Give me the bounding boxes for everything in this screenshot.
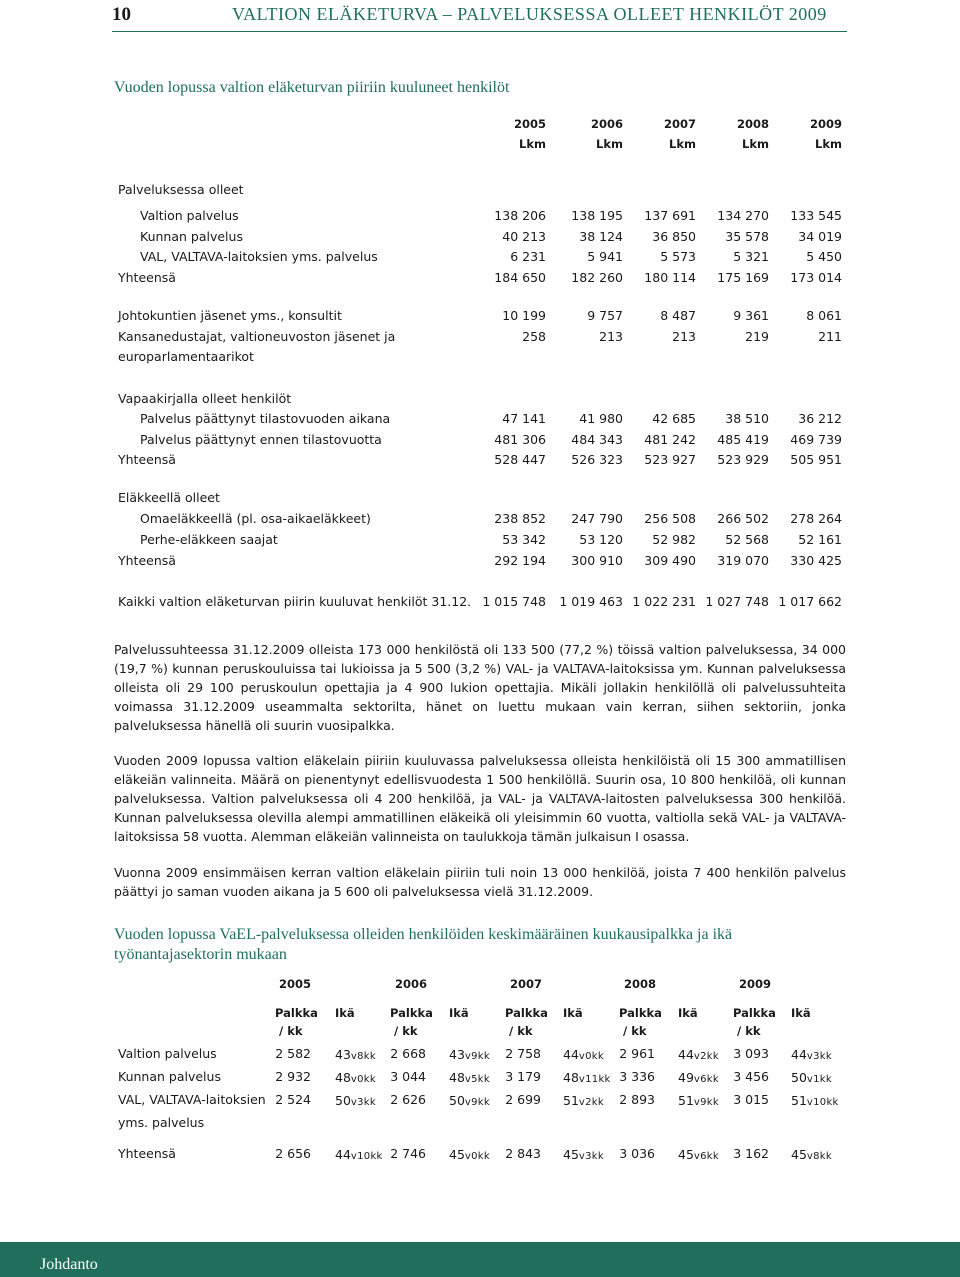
age-years: 49 bbox=[678, 1070, 694, 1085]
cell-value: 134 270 bbox=[717, 208, 769, 223]
salary-value: 3 162 bbox=[733, 1146, 769, 1161]
column-year-2007: 2007 bbox=[663, 117, 696, 131]
age-months-unit: kk bbox=[706, 1097, 719, 1108]
age-months: 2 bbox=[585, 1097, 592, 1108]
cell-value: 213 bbox=[599, 329, 623, 344]
age-years-unit: v bbox=[806, 1151, 814, 1162]
column-age: Ikä bbox=[449, 1006, 469, 1020]
age-years: 48 bbox=[563, 1070, 579, 1085]
cell-value: 38 510 bbox=[725, 411, 769, 426]
column-pay-unit: / kk bbox=[394, 1024, 418, 1038]
cell-value: 36 212 bbox=[798, 411, 842, 426]
age-years: 48 bbox=[449, 1070, 465, 1085]
salary-value: 2 524 bbox=[275, 1092, 311, 1107]
salary-row-label-cont: yms. palvelus bbox=[118, 1115, 205, 1130]
section-heading-salary-line2: työnantajasektorin mukaan bbox=[114, 946, 287, 963]
salary-value: 2 746 bbox=[390, 1146, 426, 1161]
cell-value: 36 850 bbox=[652, 229, 696, 244]
cell-value: 53 342 bbox=[502, 532, 546, 547]
salary-value: 3 456 bbox=[733, 1069, 769, 1084]
row-label: Yhteensä bbox=[118, 553, 176, 568]
age-months: 10 bbox=[357, 1151, 371, 1162]
column-pay-unit: / kk bbox=[279, 1024, 303, 1038]
salary-value: 2 961 bbox=[619, 1046, 655, 1061]
age-years: 45 bbox=[678, 1147, 694, 1162]
cell-value: 526 323 bbox=[571, 452, 623, 467]
cell-value: 173 014 bbox=[790, 270, 842, 285]
row-label: Johtokuntien jäsenet yms., konsultit bbox=[118, 308, 342, 323]
age-years: 50 bbox=[449, 1093, 465, 1108]
age-value bbox=[791, 1070, 832, 1085]
age-value bbox=[791, 1093, 839, 1108]
age-years-unit: v bbox=[693, 1097, 701, 1108]
age-years-unit: v bbox=[806, 1051, 814, 1062]
column-age: Ikä bbox=[791, 1006, 811, 1020]
group-title: Palveluksessa olleet bbox=[118, 182, 244, 197]
age-months: 9 bbox=[471, 1097, 478, 1108]
page-number: 10 bbox=[112, 4, 131, 25]
salary-value: 3 036 bbox=[619, 1146, 655, 1161]
column-pay: Palkka bbox=[505, 1006, 548, 1020]
cell-value: 52 982 bbox=[652, 532, 696, 547]
salary-row-label: Kunnan palvelus bbox=[118, 1069, 221, 1084]
total-row-label: Kaikki valtion eläketurvan piirin kuuluvat henkilöt 31.12. bbox=[118, 594, 472, 609]
salary-value: 3 093 bbox=[733, 1046, 769, 1061]
salary-value: 3 044 bbox=[390, 1069, 426, 1084]
row-label: Yhteensä bbox=[118, 452, 176, 467]
total-value: 1 027 748 bbox=[705, 594, 769, 609]
column-pay-unit: / kk bbox=[623, 1024, 647, 1038]
cell-value: 6 231 bbox=[510, 249, 546, 264]
age-months: 0 bbox=[585, 1051, 592, 1062]
age-years: 51 bbox=[791, 1093, 807, 1108]
footer-bar bbox=[0, 1242, 960, 1277]
salary-value: 2 699 bbox=[505, 1092, 541, 1107]
cell-value: 182 260 bbox=[571, 270, 623, 285]
column-year-2009: 2009 bbox=[809, 117, 842, 131]
footer-section-label: Johdanto bbox=[40, 1256, 98, 1273]
age-months-unit: kk bbox=[706, 1074, 719, 1085]
column-unit: Lkm bbox=[742, 137, 769, 151]
column-year-2006: 2006 bbox=[590, 117, 623, 131]
cell-value: 10 199 bbox=[502, 308, 546, 323]
age-months: 0 bbox=[471, 1151, 478, 1162]
salary-value: 3 336 bbox=[619, 1069, 655, 1084]
age-years-unit: v bbox=[464, 1151, 472, 1162]
age-months-unit: kk bbox=[591, 1151, 604, 1162]
salary-value: 2 626 bbox=[390, 1092, 426, 1107]
age-months: 11 bbox=[585, 1074, 599, 1085]
cell-value: 309 490 bbox=[644, 553, 696, 568]
salary-value: 3 015 bbox=[733, 1092, 769, 1107]
cell-value: 300 910 bbox=[571, 553, 623, 568]
total-value: 1 022 231 bbox=[632, 594, 696, 609]
cell-value: 213 bbox=[672, 329, 696, 344]
age-months: 0 bbox=[357, 1074, 364, 1085]
cell-value: 38 124 bbox=[579, 229, 623, 244]
cell-value: 53 120 bbox=[579, 532, 623, 547]
column-pay-unit: / kk bbox=[737, 1024, 761, 1038]
group-title: Eläkkeellä olleet bbox=[118, 490, 220, 505]
age-months: 5 bbox=[471, 1074, 478, 1085]
row-label: VAL, VALTAVA-laitoksien yms. palvelus bbox=[140, 249, 378, 264]
column-year-2005: 2005 bbox=[513, 117, 546, 131]
column-unit: Lkm bbox=[596, 137, 623, 151]
age-months: 3 bbox=[585, 1151, 592, 1162]
total-value: 1 017 662 bbox=[778, 594, 842, 609]
column-unit: Lkm bbox=[519, 137, 546, 151]
row-label: Perhe-eläkkeen saajat bbox=[140, 532, 278, 547]
age-months-unit: kk bbox=[370, 1151, 383, 1162]
cell-value: 505 951 bbox=[790, 452, 842, 467]
age-months-unit: kk bbox=[706, 1151, 719, 1162]
age-years: 44 bbox=[563, 1047, 579, 1062]
age-years-unit: v bbox=[464, 1097, 472, 1108]
column-age: Ikä bbox=[678, 1006, 698, 1020]
cell-value: 137 691 bbox=[644, 208, 696, 223]
age-years-unit: v bbox=[350, 1097, 358, 1108]
age-years-unit: v bbox=[806, 1074, 814, 1085]
salary-value: 2 758 bbox=[505, 1046, 541, 1061]
salary-value: 2 656 bbox=[275, 1146, 311, 1161]
salary-value: 2 582 bbox=[275, 1046, 311, 1061]
age-months-unit: kk bbox=[819, 1051, 832, 1062]
age-months-unit: kk bbox=[598, 1074, 611, 1085]
column-age: Ikä bbox=[335, 1006, 355, 1020]
age-months: 6 bbox=[700, 1151, 707, 1162]
cell-value: 184 650 bbox=[494, 270, 546, 285]
age-months: 9 bbox=[700, 1097, 707, 1108]
age-years-unit: v bbox=[578, 1051, 586, 1062]
age-years-unit: v bbox=[693, 1051, 701, 1062]
cell-value: 292 194 bbox=[494, 553, 546, 568]
section-heading-salary-line1: Vuoden lopussa VaEL-palveluksessa olleiden henkilöiden keskimääräinen kuukausipalkka ja ikä bbox=[114, 926, 733, 943]
age-months-unit: kk bbox=[363, 1051, 376, 1062]
salary-value: 2 932 bbox=[275, 1069, 311, 1084]
paragraph-3: Vuonna 2009 ensimmäisen kerran valtion eläkelain piiriin tuli noin 13 000 henkilöä, joista 7 400 henkilön palvelus päättyi jo saman vuoden aikana ja 5 600 oli palveluksessa vielä 31.12.2009. bbox=[114, 865, 846, 899]
age-months-unit: kk bbox=[819, 1074, 832, 1085]
age-months-unit: kk bbox=[363, 1074, 376, 1085]
age-years: 45 bbox=[563, 1147, 579, 1162]
cell-value: 5 941 bbox=[587, 249, 623, 264]
age-years-unit: v bbox=[693, 1151, 701, 1162]
row-label: Palvelus päättynyt tilastovuoden aikana bbox=[140, 411, 391, 426]
age-months: 8 bbox=[813, 1151, 820, 1162]
column-pay: Palkka bbox=[275, 1006, 318, 1020]
age-months-unit: kk bbox=[819, 1151, 832, 1162]
age-months-unit: kk bbox=[477, 1097, 490, 1108]
age-years: 48 bbox=[335, 1070, 351, 1085]
cell-value: 42 685 bbox=[652, 411, 696, 426]
age-years: 50 bbox=[791, 1070, 807, 1085]
cell-value: 175 169 bbox=[717, 270, 769, 285]
running-header-title: VALTION ELÄKETURVA – PALVELUKSESSA OLLEET HENKILÖT 2009 bbox=[232, 4, 827, 24]
column-year-2008: 2008 bbox=[624, 977, 657, 991]
age-months-unit: kk bbox=[363, 1097, 376, 1108]
cell-value: 41 980 bbox=[579, 411, 623, 426]
column-age: Ikä bbox=[563, 1006, 583, 1020]
cell-value: 5 573 bbox=[660, 249, 696, 264]
column-year-2008: 2008 bbox=[736, 117, 769, 131]
age-months: 3 bbox=[357, 1097, 364, 1108]
column-pay: Palkka bbox=[619, 1006, 662, 1020]
age-years: 44 bbox=[335, 1147, 351, 1162]
cell-value: 211 bbox=[818, 329, 842, 344]
cell-value: 138 206 bbox=[494, 208, 546, 223]
row-label: Valtion palvelus bbox=[140, 208, 239, 223]
age-months-unit: kk bbox=[477, 1051, 490, 1062]
cell-value: 5 450 bbox=[806, 249, 842, 264]
cell-value: 238 852 bbox=[494, 511, 546, 526]
age-months-unit: kk bbox=[591, 1051, 604, 1062]
cell-value: 52 568 bbox=[725, 532, 769, 547]
header-divider bbox=[112, 31, 847, 32]
cell-value: 485 419 bbox=[717, 432, 769, 447]
row-label: Yhteensä bbox=[118, 270, 176, 285]
age-years: 43 bbox=[449, 1047, 465, 1062]
cell-value: 133 545 bbox=[790, 208, 842, 223]
cell-value: 180 114 bbox=[644, 270, 696, 285]
age-months-unit: kk bbox=[477, 1151, 490, 1162]
cell-value: 523 927 bbox=[644, 452, 696, 467]
age-years: 43 bbox=[335, 1047, 351, 1062]
age-years-unit: v bbox=[350, 1151, 358, 1162]
age-years-unit: v bbox=[464, 1074, 472, 1085]
total-value: 1 015 748 bbox=[482, 594, 546, 609]
cell-value: 258 bbox=[522, 329, 546, 344]
age-months: 9 bbox=[471, 1051, 478, 1062]
cell-value: 52 161 bbox=[798, 532, 842, 547]
salary-value: 3 179 bbox=[505, 1069, 541, 1084]
salary-value: 2 893 bbox=[619, 1092, 655, 1107]
cell-value: 47 141 bbox=[502, 411, 546, 426]
cell-value: 330 425 bbox=[790, 553, 842, 568]
row-label: Palvelus päättynyt ennen tilastovuotta bbox=[140, 432, 382, 447]
age-years-unit: v bbox=[350, 1074, 358, 1085]
cell-value: 8 487 bbox=[660, 308, 696, 323]
age-months-unit: kk bbox=[826, 1097, 839, 1108]
cell-value: 5 321 bbox=[733, 249, 769, 264]
cell-value: 484 343 bbox=[571, 432, 623, 447]
cell-value: 247 790 bbox=[571, 511, 623, 526]
column-year-2009: 2009 bbox=[739, 977, 772, 991]
cell-value: 35 578 bbox=[725, 229, 769, 244]
age-years: 44 bbox=[791, 1047, 807, 1062]
group-title: Vapaakirjalla olleet henkilöt bbox=[118, 391, 292, 406]
column-unit: Lkm bbox=[815, 137, 842, 151]
column-pay-unit: / kk bbox=[509, 1024, 533, 1038]
salary-value: 2 843 bbox=[505, 1146, 541, 1161]
cell-value: 40 213 bbox=[502, 229, 546, 244]
column-year-2007: 2007 bbox=[510, 977, 543, 991]
age-months-unit: kk bbox=[591, 1097, 604, 1108]
age-months: 1 bbox=[813, 1074, 820, 1085]
age-months-unit: kk bbox=[706, 1051, 719, 1062]
age-years-unit: v bbox=[464, 1051, 472, 1062]
cell-value: 481 242 bbox=[644, 432, 696, 447]
cell-value: 256 508 bbox=[644, 511, 696, 526]
cell-value: 278 264 bbox=[790, 511, 842, 526]
age-years: 44 bbox=[678, 1047, 694, 1062]
salary-value: 2 668 bbox=[390, 1046, 426, 1061]
age-years: 51 bbox=[563, 1093, 579, 1108]
cell-value: 9 757 bbox=[587, 308, 623, 323]
column-year-2006: 2006 bbox=[395, 977, 428, 991]
row-label-cont: europarlamentaarikot bbox=[118, 349, 254, 364]
row-label: Omaeläkkeellä (pl. osa-aikaeläkkeet) bbox=[140, 511, 371, 526]
column-unit: Lkm bbox=[669, 137, 696, 151]
column-pay: Palkka bbox=[390, 1006, 433, 1020]
age-years-unit: v bbox=[578, 1151, 586, 1162]
total-value: 1 019 463 bbox=[559, 594, 623, 609]
cell-value: 8 061 bbox=[806, 308, 842, 323]
row-label: Kunnan palvelus bbox=[140, 229, 243, 244]
salary-row-label: Valtion palvelus bbox=[118, 1046, 217, 1061]
cell-value: 138 195 bbox=[571, 208, 623, 223]
age-months: 10 bbox=[813, 1097, 827, 1108]
row-label: Kansanedustajat, valtioneuvoston jäsenet ja bbox=[118, 329, 396, 344]
salary-row-label: Yhteensä bbox=[118, 1146, 176, 1161]
age-months-unit: kk bbox=[477, 1074, 490, 1085]
age-years: 45 bbox=[449, 1147, 465, 1162]
age-years-unit: v bbox=[578, 1097, 586, 1108]
age-years: 51 bbox=[678, 1093, 694, 1108]
age-value bbox=[791, 1147, 832, 1162]
age-months: 2 bbox=[700, 1051, 707, 1062]
cell-value: 528 447 bbox=[494, 452, 546, 467]
column-pay: Palkka bbox=[733, 1006, 776, 1020]
age-value bbox=[791, 1047, 832, 1062]
cell-value: 523 929 bbox=[717, 452, 769, 467]
age-years: 50 bbox=[335, 1093, 351, 1108]
age-years-unit: v bbox=[806, 1097, 814, 1108]
age-years-unit: v bbox=[350, 1051, 358, 1062]
cell-value: 219 bbox=[745, 329, 769, 344]
age-years: 45 bbox=[791, 1147, 807, 1162]
paragraph-1: Palvelussuhteessa 31.12.2009 olleista 173 000 henkilöstä oli 133 500 (77,2 %) töissä valtion palveluksessa, 34 000 (19,7 %) kunnan peruskouluissa tai lukioissa ja 5 500 (3,2 %) VAL- ja VALTAVA-laitoksissa ym. Kunnan palveluksessa olleista oli 29 100 peruskoulun opettajia ja 4 900 lukion opettajia. Mikäli jollakin henkilöllä oli palvelussuhteita voimassa 31.12.2009 useammalta sektorilta, hänet on luettu mukaan vain kerran, siihen sektoriin, jonka palveluksessa hänellä oli suurin vuosipalkka. bbox=[114, 642, 846, 733]
age-years-unit: v bbox=[578, 1074, 586, 1085]
cell-value: 34 019 bbox=[798, 229, 842, 244]
cell-value: 266 502 bbox=[717, 511, 769, 526]
age-years-unit: v bbox=[693, 1074, 701, 1085]
cell-value: 481 306 bbox=[494, 432, 546, 447]
salary-row-label: VAL, VALTAVA-laitoksien bbox=[118, 1092, 266, 1107]
age-months: 8 bbox=[357, 1051, 364, 1062]
section-heading-salary bbox=[114, 925, 732, 965]
paragraph-2: Vuoden 2009 lopussa valtion eläkelain piiriin kuuluvassa palveluksessa olleista henkilöistä oli 15 300 ammatillisen eläkeiän valinneita. Määrä on pienentynyt edellisvuodesta 1 500 henkilöllä. Suurin osa, 10 800 henkilöä, oli kunnan palveluksessa. Valtion palveluksessa oli 4 200 henkilöä, ja VAL- ja VALTAVA-laitosten palveluksessa 300 henkilöä. Kunnan palveluksessa olevilla alempi ammatillinen eläkeikä oli yleisimmin 60 vuotta, valtiolla sekä VAL- ja VALTAVA-laitoksissa 58 vuotta. Alemman eläkeiän valinneista on taulukkoja tämän julkaisun I osassa. bbox=[114, 753, 846, 844]
age-months: 6 bbox=[700, 1074, 707, 1085]
column-year-2005: 2005 bbox=[279, 977, 312, 991]
cell-value: 319 070 bbox=[717, 553, 769, 568]
cell-value: 9 361 bbox=[733, 308, 769, 323]
section-heading-persons: Vuoden lopussa valtion eläketurvan piiriin kuuluneet henkilöt bbox=[114, 79, 510, 96]
age-months: 3 bbox=[813, 1051, 820, 1062]
cell-value: 469 739 bbox=[790, 432, 842, 447]
